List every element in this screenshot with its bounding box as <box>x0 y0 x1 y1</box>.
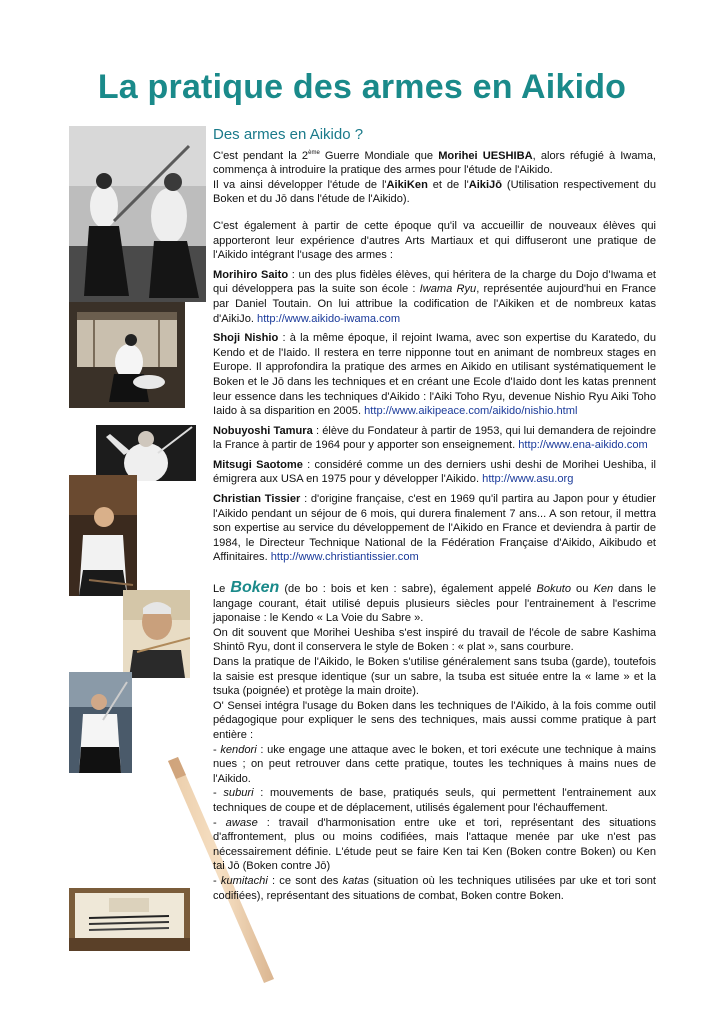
link-iwama[interactable]: http://www.aikido-iwama.com <box>257 312 401 325</box>
person-tissier: Christian Tissier : d'origine française, c'est en 1969 qu'il partira au Japon pour y étudier l'Aikido pendant un séjour de 6 mois, qui durera finalement 7 ans... A son retour, il mettra son expertise au service du développement de l'Aikido en France et deviendra à partir de 1984, le Directeur Technique National de la Fédération Française d'Aikido, Aikibudo et Affinitaires. http://www.christiantissier.com <box>213 493 657 564</box>
photo-nishio-portrait <box>123 590 190 678</box>
boken-item-kendori: - kendori : uke engage une attaque avec le boken, et tori exécute une technique à mains nues ; on peut retrouver dans cette pratique, toutes les techniques à mains nues de l'Aikido. <box>213 743 656 785</box>
article-body <box>213 128 656 903</box>
boken-title: Boken <box>230 579 280 597</box>
boken-paragraph-2: On dit souvent que Morihei Ueshiba s'est inspiré du travail de l'école de sabre Kashima Shintō Ryu, dont il conservera le style de Boken : « plat », sans courbure. <box>213 626 656 654</box>
person-saito: Morihiro Saito : un des plus fidèles élèves, qui héritera de la charge du Dojo d'Iwama et qui développera pas la suite son école : Iwama Ryu, représentée aujourd'hui en France par Daniel Toutain. On lui attribue la codification de l'Aikiken et de nombreux katas d'AikiJo. http://www.aikido-iwama.com <box>213 268 657 325</box>
intro-paragraph-2: C'est également à partir de cette époque qu'il va accueillir de nouveaux élèves qui apporteront leur expérience d'autres Arts Martiaux et qui diffuseront une pratique de l'Aikido intégrant l'usage des armes : <box>213 219 656 262</box>
ueshiba-name: Morihei UESHIBA <box>438 149 533 162</box>
link-nishio[interactable]: http://www.aikipeace.com/aikido/nishio.html <box>364 405 578 418</box>
boken-paragraph-3: Dans la pratique de l'Aikido, le Boken s'utilise généralement sans tsuba (garde), toutefois la saisie est presque identique (sur un sabre, la tsuba est située entre la « lame » et la tsuka (poignée) et protège la main droite). <box>213 656 656 698</box>
link-tissier[interactable]: http://www.christiantissier.com <box>270 551 419 564</box>
link-asu[interactable]: http://www.asu.org <box>482 473 574 486</box>
photo-ueshiba-sword <box>69 126 206 302</box>
person-tamura: Nobuyoshi Tamura : élève du Fondateur à partir de 1953, qui lui demandera de rejoindre la France à partir de 1964 pour y apporter son enseignement. http://www.ena-aikido.com <box>213 424 656 452</box>
page-title: La pratique des armes en Aikido <box>97 68 627 106</box>
boken-paragraph-4: O' Sensei intégra l'usage du Boken dans les techniques de l'Aikido, à la fois comme outil pédagogique pour expliquer le sens des techniques, mais aussi comme pratique à part entière : <box>213 699 656 741</box>
boken-item-kumitachi: - kumitachi : ce sont des katas (situation où les techniques utilisées par uke et tori sont codifiées), représentant des situations de combat, Boken contre Boken. <box>213 874 656 902</box>
photo-tamura-sword <box>96 425 196 481</box>
boken-intro: Le Boken (de bo : bois et ken : sabre), également appelé Bokuto ou Ken dans le langage courant, était utilisé depuis plusieurs siècles pour l'entrainement à l'escrime japonaise : le Kendo « La Voie du Sabre ». <box>213 579 656 625</box>
photo-tissier-sword <box>69 672 132 773</box>
photo-dojo-throw <box>69 302 185 408</box>
section-heading: Des armes en Aikido ? <box>213 126 364 143</box>
person-saotome: Mitsugi Saotome : considéré comme un des derniers ushi deshi de Morihei Ueshiba, il émigrera aux USA en 1975 pour y développer l'Aikido. http://www.asu.org <box>213 458 656 486</box>
link-ena[interactable]: http://www.ena-aikido.com <box>518 439 648 452</box>
boken-item-suburi: - suburi : mouvements de base, pratiqués seuls, qui permettent l'entrainement aux techniques de coupe et de déplacement, utilisés également pour l'échauffement. <box>213 787 656 814</box>
intro-paragraph-1: C'est pendant la 2ème Guerre Mondiale que Morihei UESHIBA, alors réfugié à Iwama, commença à introduire la pratique des armes pour l'étude de l'Aikido. Il va ainsi développer l'étude de l'AikiKen et de l'AikiJō (Utilisation respectivement du Boken et du Jō dans l'étude de l'Aikido). <box>213 149 656 206</box>
person-nishio: Shoji Nishio : à la même époque, il rejoint Iwama, avec son expertise du Karatedo, du Kendo et de l'Iaido. Il restera en terre nipponne tout en animant de nombreux stages en Europe. Il approfondira la pratique des armes en Aikido en utilisant systématiquement le Boken et le Jō dans les techniques et en créant une Ecole d'Iaido dont les katas prennent leur essence dans les techniques d'Aikido : l'Aiki Toho Ryu, devenue Nishio Ryu Aiki Toho Iaido à sa disparition en 2005. http://www.aikipeace.com/aikido/nishio.html <box>213 332 656 418</box>
photo-saotome-portrait <box>69 475 137 596</box>
boken-item-awase: - awase : travail d'harmonisation entre uke et tori, représentant des situations d'affrontement, plus ou moins codifiées, mais l'attaque menée par uke n'est pas nécessairement définie. L'étude peut se faire Ken tai Ken (Boken contre Boken) ou Ken tai Jō (Boken contre Jō) <box>213 816 656 873</box>
